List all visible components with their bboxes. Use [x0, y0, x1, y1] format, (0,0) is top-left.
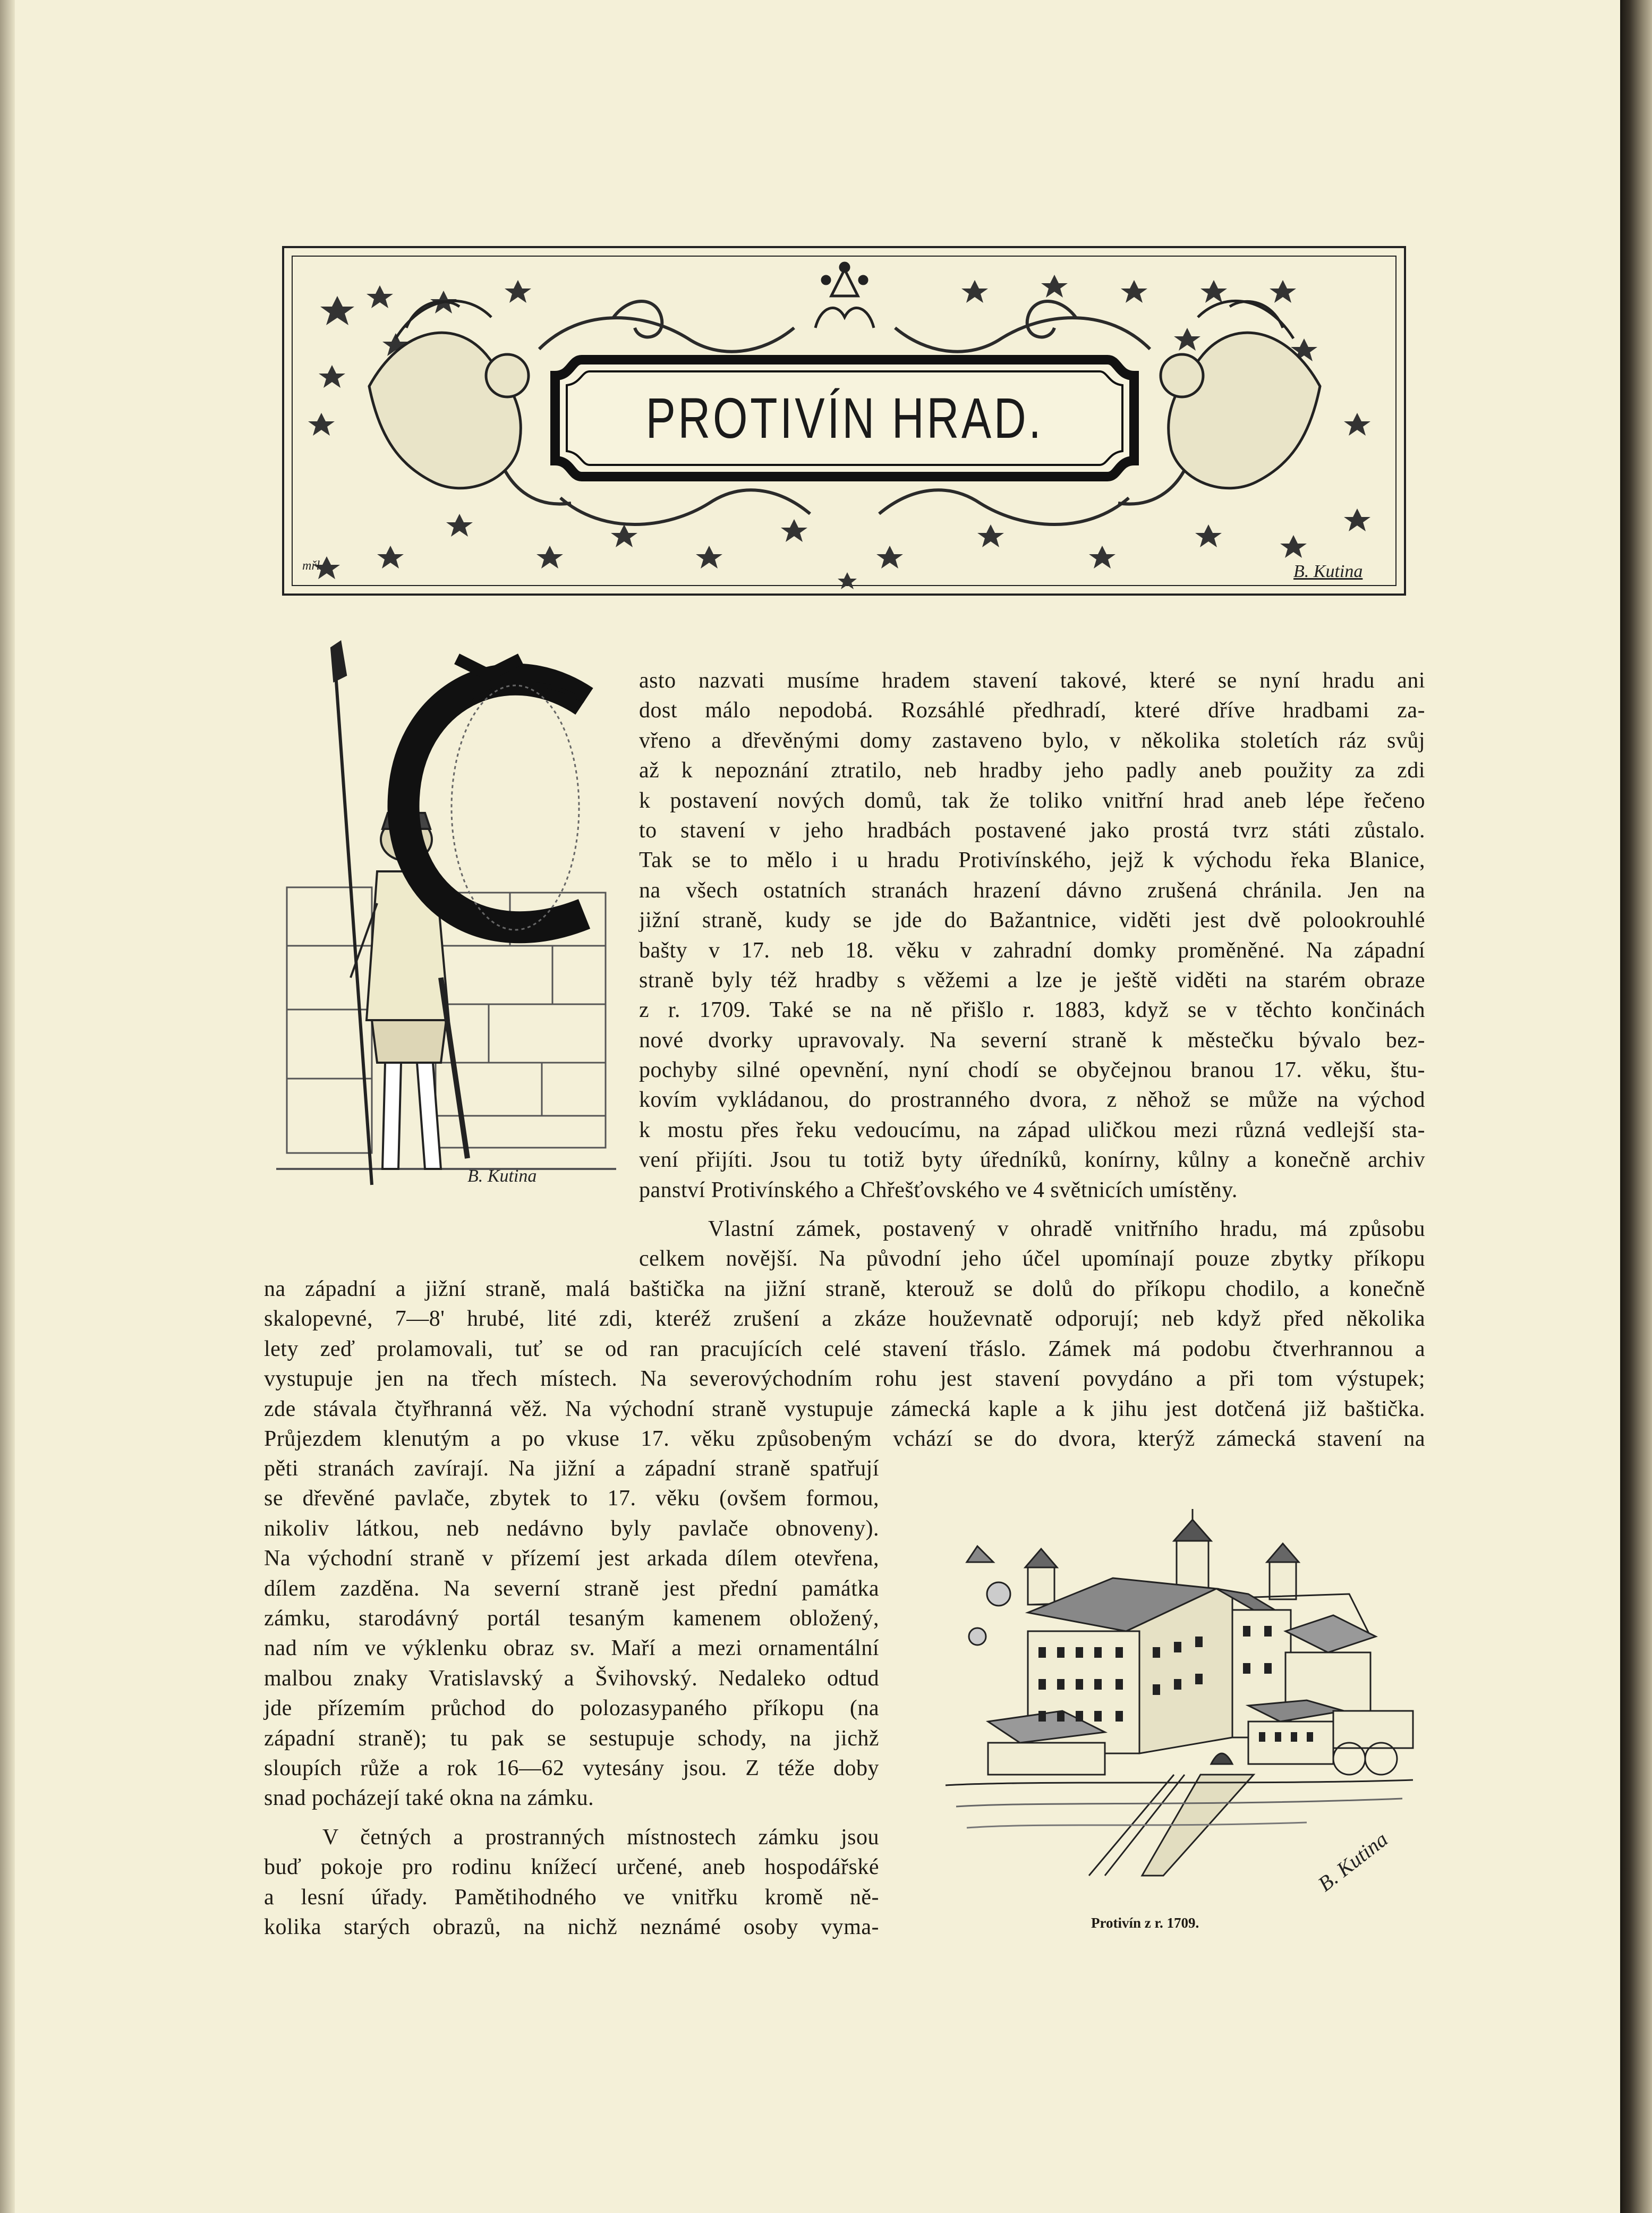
star-icon — [1200, 280, 1227, 303]
text-line: nikoliv látkou, neb nedávno byly pavlače obnoveny). — [264, 1516, 879, 1541]
text-line: skalopevné, 7—8' hrubé, lité zdi, kteréž zrušení a zkáze houževnatě odporují; neb když před několika — [264, 1307, 1425, 1332]
paragraph-2-indent — [639, 1214, 1425, 1274]
star-icon — [1344, 508, 1370, 531]
text-line: na západní a jižní straně, malá baštička na jižní straně, kterouž se dolů do příkopu chodilo, a konečně — [264, 1277, 1425, 1301]
text-line: zámku, starodávný portál tesaným kamenem obložený, — [264, 1606, 879, 1631]
star-icon — [537, 546, 563, 569]
griffin-right-icon — [1161, 301, 1320, 488]
star-icon — [377, 546, 404, 569]
book-edge — [1620, 0, 1652, 2213]
text-line: pochyby silné opevnění, nyní chodí se obyčejnou branou 17. věku, štu- — [639, 1058, 1425, 1083]
text-line: jižní straně, kudy se jde do Bažantnice, viděti jest dvě polookrouhlé — [639, 908, 1425, 933]
star-icon — [1089, 546, 1115, 569]
text-line: dost málo nepodobá. Rozsáhlé předhradí, které dříve hradbami za- — [639, 698, 1425, 723]
text-line: Na východní straně v přízemí jest arkada dílem otevřena, — [264, 1546, 879, 1571]
text-line: jde přízemím průchod do polozasypaného příkopu (na — [264, 1696, 879, 1721]
text-line: nad ním ve výklenku obraz sv. Maří a mezi ornamentální — [264, 1636, 879, 1661]
text-line: z r. 1709. Také se na ně přišlo r. 1883, když se v těchto končinách — [639, 998, 1425, 1023]
text-line: sloupích růže a rok 16—62 vytesány jsou. Z téže doby — [264, 1756, 879, 1780]
text-line: pěti stranách zavírají. Na jižní a západní straně spatřují — [264, 1456, 879, 1481]
text-line: celkem novější. Na původní jeho účel upomínají pouze zbytky příkopu — [639, 1247, 1425, 1271]
star-icon — [838, 572, 857, 589]
dropcap-c — [404, 659, 584, 930]
star-icon — [1280, 535, 1307, 558]
spear — [332, 643, 372, 1185]
paragraph-2-full — [264, 1274, 1425, 1454]
text-line: lety zeď prolamovali, tuť se od ran pracujících celé stavení třáslo. Zámek má podobu čtverhrannou a — [264, 1336, 1425, 1361]
text-line: bašty v 17. neb 18. věku v zahradní domky proměněné. Na západní — [639, 938, 1425, 963]
text-line: až k nepoznání ztratilo, neb hradby jeho padly aneb použity za zdi — [639, 758, 1425, 783]
engraver-mark: mřl — [302, 559, 320, 573]
binding-shadow — [0, 0, 15, 2213]
text-line: asto nazvati musíme hradem stavení takové, které se nyní hradu ani — [639, 668, 1425, 693]
text-line: vení přijíti. Jsou tu totiž byty úředníků, konírny, kůlny a konečně archiv — [639, 1148, 1425, 1173]
text-line: kolika starých obrazů, na nichž neznámé osoby vyma- — [264, 1915, 879, 1940]
text-line: panství Protivínského a Chřešťovského ve 4 světnicích umístěny. — [639, 1177, 1238, 1202]
text-line: Vlastní zámek, postavený v ohradě vnitřního hradu, má způsobu — [708, 1217, 1425, 1241]
title-cartouche — [568, 352, 1121, 474]
star-icon — [1041, 275, 1068, 298]
text-line: a lesní úřady. Pamětihodného ve vnitřku kromě ně- — [264, 1885, 879, 1910]
star-icon — [781, 519, 807, 542]
knight-illustration — [266, 638, 627, 1211]
star-icon — [1121, 280, 1147, 303]
illustration-caption: Protivín z r. 1709. — [1091, 1915, 1199, 1931]
text-line: vřeno a dřevěnými domy zastaveno bylo, v několika stoletích ráz svůj — [639, 728, 1425, 753]
paragraph-1 — [639, 666, 1425, 1205]
star-icon — [367, 285, 393, 308]
star-icon — [977, 524, 1004, 547]
text-line: Průjezdem klenutým a po vkuse 17. věku způsobeným vchází se do dvora, kterýž zámecká stavení na — [264, 1426, 1425, 1451]
text-line: V četných a prostranných místnostech zámku jsou — [322, 1825, 879, 1850]
text-line: západní straně); tu pak se sestupuje schody, na jichž — [264, 1726, 879, 1751]
text-line: nové dvorky upravovaly. Na severní straně k městečku bývalo bez- — [639, 1028, 1425, 1053]
text-line: k postavení nových domů, tak že toliko vnitřní hrad aneb lépe řečeno — [639, 788, 1425, 813]
star-icon — [696, 546, 722, 569]
star-icon — [1174, 328, 1200, 351]
text-line: buď pokoje pro rodinu knížecí určené, aneb hospodářské — [264, 1855, 879, 1880]
star-icon — [1344, 413, 1370, 436]
text-line: to stavení v jeho hradbách postavené jako prostá tvrz státi zůstalo. — [639, 818, 1425, 843]
star-icon — [876, 546, 903, 569]
artist-signature: B. Kutina — [1293, 562, 1363, 581]
star-icon — [1195, 524, 1222, 547]
text-line: kovím vykládanou, do prostranného dvora, z něhož se může na východ — [639, 1088, 1425, 1113]
text-line: zde stávala čtyřhranná věž. Na východní straně vystupuje zámecká kaple a k jihu jest dotčená již baštička. — [264, 1396, 1425, 1421]
text-line: se dřevěné pavlače, zbytek to 17. věku (ovšem formou, — [264, 1486, 879, 1511]
castle-signature: B. Kutina — [1313, 1827, 1392, 1896]
text-line: na všech ostatních stranách hrazení dávno zrušená chránila. Jen na — [639, 878, 1425, 903]
star-icon — [1270, 280, 1296, 303]
star-icon — [320, 296, 354, 325]
griffin-left-icon — [369, 301, 529, 488]
page-title: PROTIVÍN HRAD. — [645, 386, 1044, 450]
star-icon — [611, 524, 637, 547]
crown-ornament — [815, 263, 874, 328]
text-line: dílem zazděna. Na severní straně jest přední památka — [264, 1576, 879, 1601]
text-line: snad pocházejí také okna na zámku. — [264, 1786, 594, 1811]
text-line: vystupuje jen na třech místech. Na severovýchodním rohu jest stavení povydáno a při tom výstupek; — [264, 1367, 1425, 1392]
star-icon — [446, 514, 473, 537]
header-banner — [282, 246, 1406, 596]
star-icon — [505, 280, 531, 303]
text-line: malbou znaky Vratislavský a Švihovský. Nedaleko odtud — [264, 1666, 879, 1691]
paragraph-3 — [264, 1822, 879, 1943]
text-line: k mostu přes řeku vedoucímu, na západ uličkou mezi různá vedlejší sta- — [639, 1117, 1425, 1142]
text-line: straně byly též hradby s věžemi a lze je ještě viděti na starém obraze — [639, 968, 1425, 993]
star-icon — [319, 365, 345, 388]
star-icon — [961, 280, 988, 303]
star-icon — [308, 413, 335, 436]
knight-signature: B. Kutina — [467, 1166, 537, 1186]
text-line: Tak se to mělo i u hradu Protivínského, jejž k východu řeka Blanice, — [639, 848, 1425, 873]
paragraph-2-narrow — [264, 1454, 879, 1813]
